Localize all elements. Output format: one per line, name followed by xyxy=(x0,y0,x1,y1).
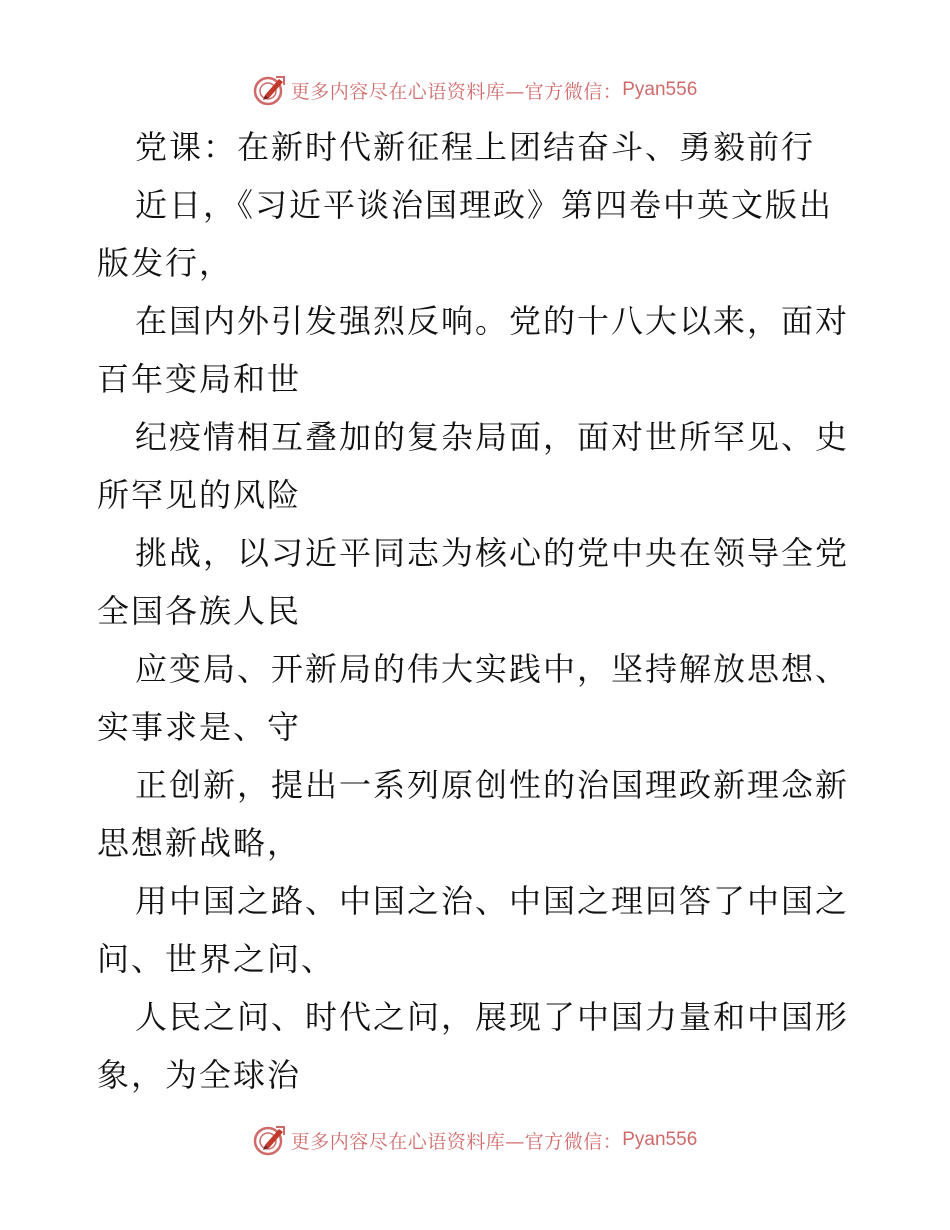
fountain-pen-logo-icon xyxy=(253,73,287,107)
text-line: 近日，《习近平谈治国理政》第四卷中英文版出 xyxy=(135,186,834,224)
banner-wechat-id: Pyan556 xyxy=(622,1129,698,1150)
text-line: 正创新，提出一系列原创性的治国理政新理念新 xyxy=(135,766,850,804)
text-line: 思想新战略， xyxy=(97,824,302,862)
text-line: 在国内外引发强烈反响。党的十八大以来，面对 xyxy=(135,302,850,340)
text-line: 实事求是、守 xyxy=(97,708,302,746)
text-line: 版发行， xyxy=(97,244,234,282)
header-watermark-banner xyxy=(0,70,950,110)
banner-text: 更多内容尽在心语资料库—官方微信： xyxy=(290,1130,623,1153)
text-line: 人民之问、时代之问，展现了中国力量和中国形 xyxy=(135,998,850,1036)
text-line: 问、世界之问、 xyxy=(97,940,336,978)
text-line: 用中国之路、中国之治、中国之理回答了中国之 xyxy=(135,882,850,920)
text-line: 全国各族人民 xyxy=(97,592,302,630)
fountain-pen-logo-icon xyxy=(253,1123,287,1157)
text-line: 纪疫情相互叠加的复杂局面，面对世所罕见、史 xyxy=(135,418,850,456)
text-line: 象，为全球治 xyxy=(97,1056,302,1094)
text-line: 挑战，以习近平同志为核心的党中央在领导全党 xyxy=(135,534,850,572)
document-title-line: 党课：在新时代新征程上团结奋斗、勇毅前行 xyxy=(135,128,816,166)
text-line: 百年变局和世 xyxy=(97,360,302,398)
banner-wechat-id: Pyan556 xyxy=(622,79,698,100)
footer-watermark-banner xyxy=(0,1120,950,1160)
text-line: 应变局、开新局的伟大实践中，坚持解放思想、 xyxy=(135,650,850,688)
text-line: 所罕见的风险 xyxy=(97,476,302,514)
document-body xyxy=(97,118,857,1104)
banner-text: 更多内容尽在心语资料库—官方微信： xyxy=(290,80,623,103)
